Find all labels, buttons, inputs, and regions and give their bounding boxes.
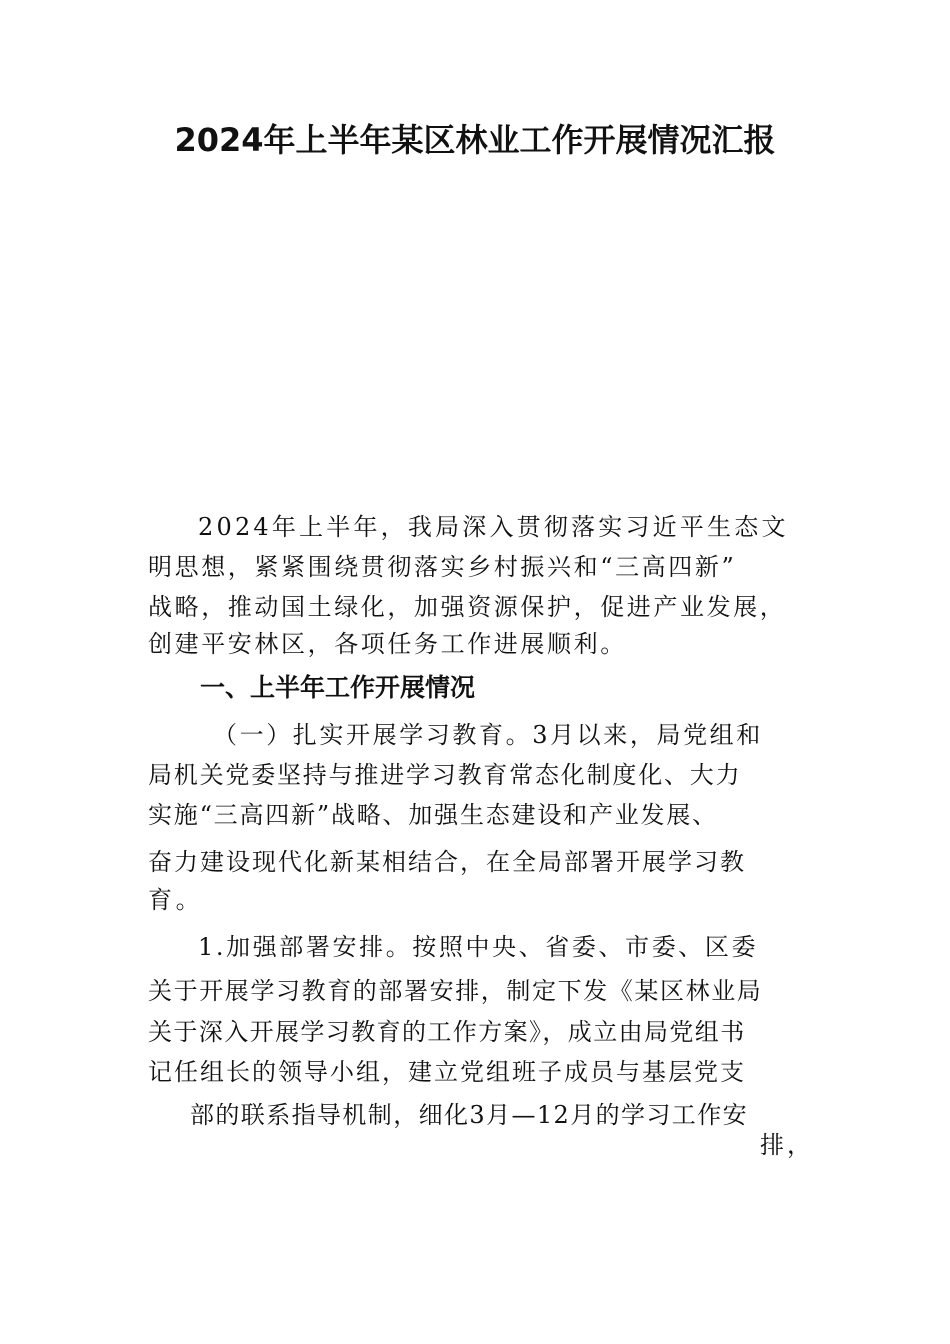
item-line-6: 排， <box>760 1131 814 1159</box>
subsection-line-4: 奋力建设现代化新某相结合，在全局部署开展学习教 <box>148 848 746 876</box>
document-title: 2024年上半年某区林业工作开展情况汇报 <box>174 121 776 159</box>
subsection-line-2: 局机关党委坚持与推进学习教育常态化制度化、大力 <box>148 761 742 789</box>
intro-line-1: 2024年上半年，我局深入贯彻落实习近平生态文 <box>198 513 789 541</box>
item-line-3: 关于深入开展学习教育的工作方案》，成立由局党组书 <box>148 1018 746 1046</box>
subsection-line-3: 实施“三高四新”战略、加强生态建设和产业发展、 <box>148 801 718 829</box>
intro-line-4: 创建平安林区，各项任务工作进展顺利。 <box>148 630 627 658</box>
item-line-1: 1.加强部署安排。按照中央、省委、市委、区委 <box>198 933 759 961</box>
section-heading: 一、上半年工作开展情况 <box>200 673 476 702</box>
subsection-line-1: （一）扎实开展学习教育。3月以来，局党组和 <box>213 721 763 749</box>
item-line-2: 关于开展学习教育的部署安排，制定下发《某区林业局 <box>148 977 763 1005</box>
item-line-5: 部的联系指导机制，细化3月—12月的学习工作安 <box>190 1101 749 1129</box>
intro-line-2: 明思想，紧紧围绕贯彻落实乡村振兴和“三高四新” <box>148 553 737 581</box>
intro-line-3: 战略，推动国土绿化，加强资源保护，促进产业发展， <box>148 593 787 621</box>
subsection-line-5: 育。 <box>148 886 204 914</box>
item-line-4: 记任组长的领导小组，建立党组班子成员与基层党支 <box>148 1058 746 1086</box>
